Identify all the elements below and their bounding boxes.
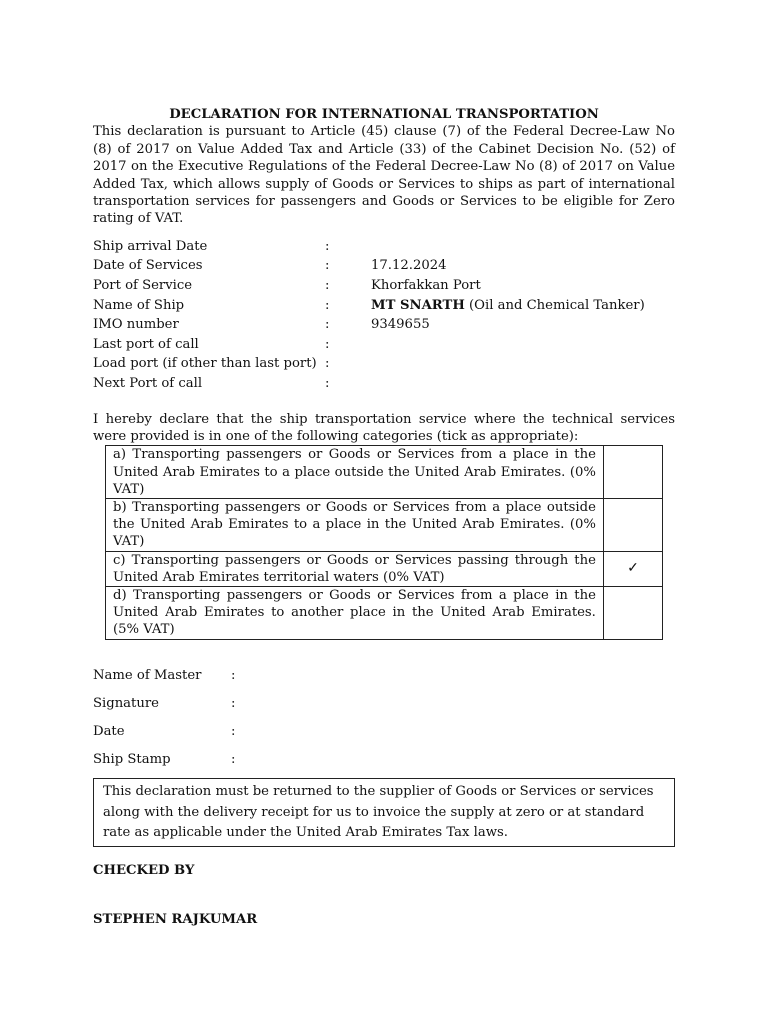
field-label: Signature bbox=[93, 695, 159, 711]
field-label: Last port of call bbox=[93, 336, 199, 352]
field-colon: : bbox=[325, 317, 330, 333]
intro-paragraph: This declaration is pursuant to Article (45) clause (7) of the Federal Decree-Law No (8) of 2017 on Value Added Tax and Article (33) of the Cabinet Decision No. (52) of 2017 on the Executive Regulations of the Federal Decree-Law No (8) of 2017 on Value Added Tax, which allows supply of Goods or Services to ships as part of international transportation services for passengers and Goods or Services to be eligible for Zero rating of VAT. bbox=[93, 124, 675, 227]
signer-name: STEPHEN RAJKUMAR bbox=[93, 912, 258, 928]
field-colon: : bbox=[231, 695, 236, 711]
declaration-statement: I hereby declare that the ship transportation service where the technical services were provided is in one of the following categories (tick as appropriate): bbox=[93, 411, 675, 444]
field-last-port-of-call bbox=[93, 335, 675, 355]
field-label: Date bbox=[93, 724, 125, 740]
ship-stamp-row bbox=[93, 751, 675, 779]
field-colon: : bbox=[231, 752, 236, 768]
field-label: Name of Master bbox=[93, 667, 202, 683]
field-colon: : bbox=[325, 278, 330, 294]
field-ship-arrival-date bbox=[93, 237, 675, 257]
ship-type: (Oil and Chemical Tanker) bbox=[464, 297, 645, 313]
category-d-tickbox[interactable] bbox=[603, 587, 662, 640]
category-table bbox=[105, 445, 663, 639]
checked-by-label: CHECKED BY bbox=[93, 863, 195, 878]
signature-row bbox=[93, 695, 675, 723]
ship-name: MT SNARTH bbox=[371, 297, 465, 313]
field-label: IMO number bbox=[93, 317, 179, 333]
field-imo-number bbox=[93, 315, 675, 335]
field-label: Name of Ship bbox=[93, 297, 185, 313]
date-row bbox=[93, 723, 675, 751]
field-colon: : bbox=[325, 297, 330, 313]
field-value: Khorfakkan Port bbox=[371, 278, 481, 294]
field-colon: : bbox=[231, 724, 236, 740]
field-colon: : bbox=[325, 336, 330, 352]
field-colon: : bbox=[325, 238, 330, 254]
category-c-tickbox[interactable]: ✓ bbox=[603, 551, 662, 586]
field-label: Ship Stamp bbox=[93, 752, 171, 768]
declaration-page bbox=[93, 106, 675, 929]
field-value: 17.12.2024 bbox=[371, 258, 447, 274]
table-row bbox=[106, 499, 663, 552]
return-notice-box: This declaration must be returned to the supplier of Goods or Services or services along with the delivery receipt for us to invoice the supply at zero or at standard rate as applicable under the United Arab Emirates Tax laws. bbox=[93, 778, 675, 847]
category-b-text: b) Transporting passengers or Goods or Services from a place outside the United Arab Emirates to a place in the United Arab Emirates. (0% VAT) bbox=[106, 499, 604, 552]
field-load-port bbox=[93, 354, 675, 374]
category-c-text: c) Transporting passengers or Goods or Services passing through the United Arab Emirates territorial waters (0% VAT) bbox=[106, 551, 604, 586]
master-section bbox=[93, 667, 675, 780]
field-label: Port of Service bbox=[93, 278, 193, 294]
field-date-of-services bbox=[93, 256, 675, 276]
table-row bbox=[106, 446, 663, 499]
field-label: Ship arrival Date bbox=[93, 238, 208, 254]
category-b-tickbox[interactable] bbox=[603, 499, 662, 552]
field-colon: : bbox=[325, 376, 330, 391]
field-colon: : bbox=[325, 356, 330, 372]
field-colon: : bbox=[325, 258, 330, 274]
category-a-tickbox[interactable] bbox=[603, 446, 662, 499]
table-row bbox=[106, 551, 663, 586]
field-value: 9349655 bbox=[371, 317, 430, 333]
category-d-text: d) Transporting passengers or Goods or Services from a place in the United Arab Emirates to another place in the United Arab Emirates. (5% VAT) bbox=[106, 587, 604, 640]
document-title: DECLARATION FOR INTERNATIONAL TRANSPORTATION bbox=[169, 107, 599, 122]
field-label: Date of Services bbox=[93, 258, 203, 274]
field-value bbox=[371, 296, 645, 316]
table-row bbox=[106, 587, 663, 640]
field-label: Next Port of call bbox=[93, 376, 203, 391]
field-label: Load port (if other than last port) bbox=[93, 356, 317, 372]
ship-details bbox=[93, 237, 675, 394]
field-port-of-service bbox=[93, 276, 675, 296]
name-of-master-row bbox=[93, 667, 675, 695]
field-name-of-ship bbox=[93, 296, 675, 316]
field-next-port-of-call bbox=[93, 374, 675, 394]
field-colon: : bbox=[231, 667, 236, 683]
category-a-text: a) Transporting passengers or Goods or Services from a place in the United Arab Emirates to a place outside the United Arab Emirates. (0% VAT) bbox=[106, 446, 604, 499]
